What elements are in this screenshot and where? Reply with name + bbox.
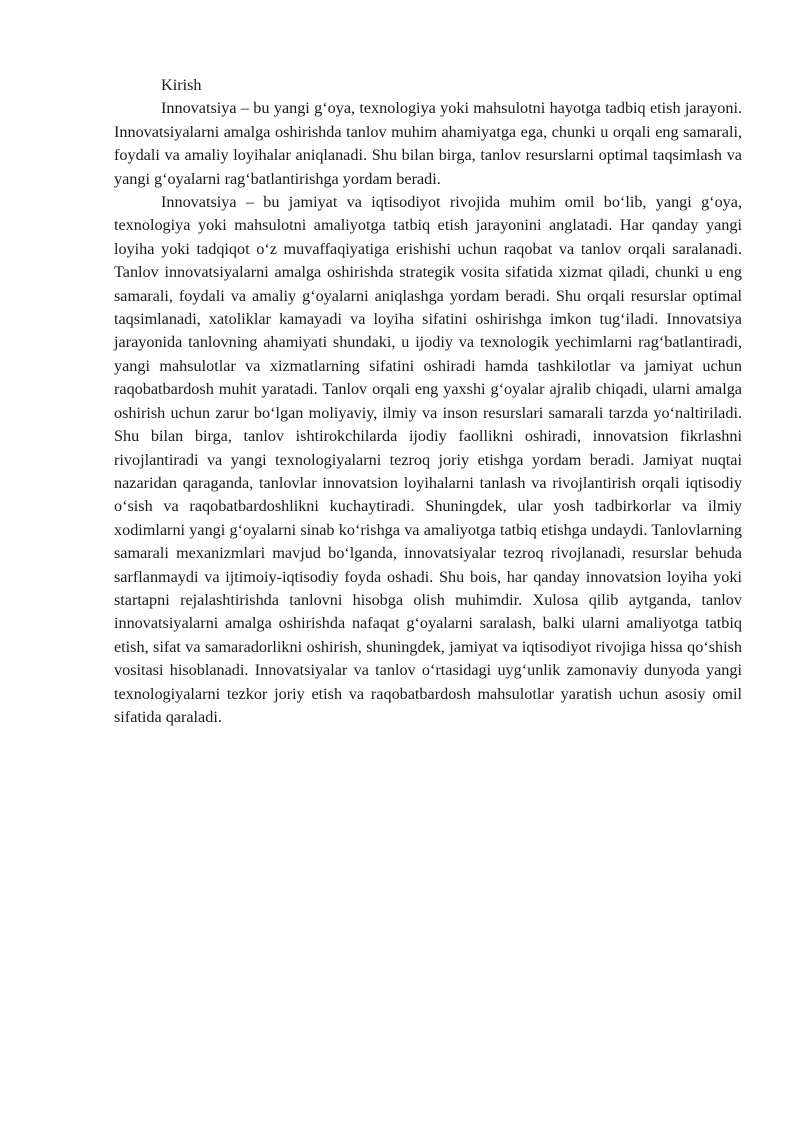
paragraph-intro: Innovatsiya – bu yangi g‘oya, texnologiya yoki mahsulotni hayotga tadbiq etish jarayoni. Innovatsiyalarni amalga oshirishda tanlov muhim ahamiyatga ega, chunki u orqali eng samarali, foydali va amaliy loyihalar aniqlanadi. Shu bilan birga, tanlov resurslarni optimal taqsimlash va yangi g‘oyalarni rag‘batlantirishga yordam beradi. xyxy=(114,99,742,188)
section-heading: Kirish xyxy=(161,76,202,94)
document-body xyxy=(114,74,742,729)
paragraph-main: Innovatsiya – bu jamiyat va iqtisodiyot rivojida muhim omil bo‘lib, yangi g‘oya, texnologiya yoki mahsulotni amaliyotga tatbiq etish jarayonini anglatadi. Har qanday yangi loyiha yoki tadqiqot o‘z muvaffaqiyatiga erishishi uchun raqobat va tanlov orqali saralanadi. Tanlov innovatsiyalarni amalga oshirishda strategik vosita sifatida xizmat qiladi, chunki u eng samarali, foydali va amaliy g‘oyalarni aniqlashga yordam beradi. Shu orqali resurslar optimal taqsimlanadi, xatoliklar kamayadi va loyiha sifatini oshirishga imkon tug‘iladi. Innovatsiya jarayonida tanlovning ahamiyati shundaki, u ijodiy va texnologik yechimlarni rag‘batlantiradi, yangi mahsulotlar va xizmatlarning sifatini oshiradi hamda tashkilotlar va jamiyat uchun raqobatbardosh muhit yaratadi. Tanlov orqali eng yaxshi g‘oyalar ajralib chiqadi, ularni amalga oshirish uchun zarur bo‘lgan moliyaviy, ilmiy va inson resurslari samarali tarzda yo‘naltiriladi. Shu bilan birga, tanlov ishtirokchilarda ijodiy faollikni oshiradi, innovatsion fikrlashni rivojlantiradi va yangi texnologiyalarni tezroq joriy etishga yordam beradi. Jamiyat nuqtai nazaridan qaraganda, tanlovlar innovatsion loyihalarni tanlash va rivojlantirish orqali iqtisodiy o‘sish va raqobatbardoshlikni kuchaytiradi. Shuningdek, ular yosh tadbirkorlar va ilmiy xodimlarni yangi g‘oyalarni sinab ko‘rishga va amaliyotga tatbiq etishga undaydi. Tanlovlarning samarali mexanizmlari mavjud bo‘lganda, innovatsiyalar tezroq rivojlanadi, resurslar behuda sarflanmaydi va ijtimoiy-iqtisodiy foyda oshadi. Shu bois, har qanday innovatsion loyiha yoki startapni rejalashtirishda tanlovni hisobga olish muhimdir. Xulosa qilib aytganda, tanlov innovatsiyalarni amalga oshirishda nafaqat g‘oyalarni saralash, balki ularni amaliyotga tatbiq etish, sifat va samaradorlikni oshirish, shuningdek, jamiyat va iqtisodiyot rivojiga hissa qo‘shish vositasi hisoblanadi. Innovatsiyalar va tanlov o‘rtasidagi uyg‘unlik zamonaviy dunyoda yangi texnologiyalarni tezkor joriy etish va raqobatbardosh mahsulotlar yaratish uchun asosiy omil sifatida qaraladi. xyxy=(114,193,742,726)
